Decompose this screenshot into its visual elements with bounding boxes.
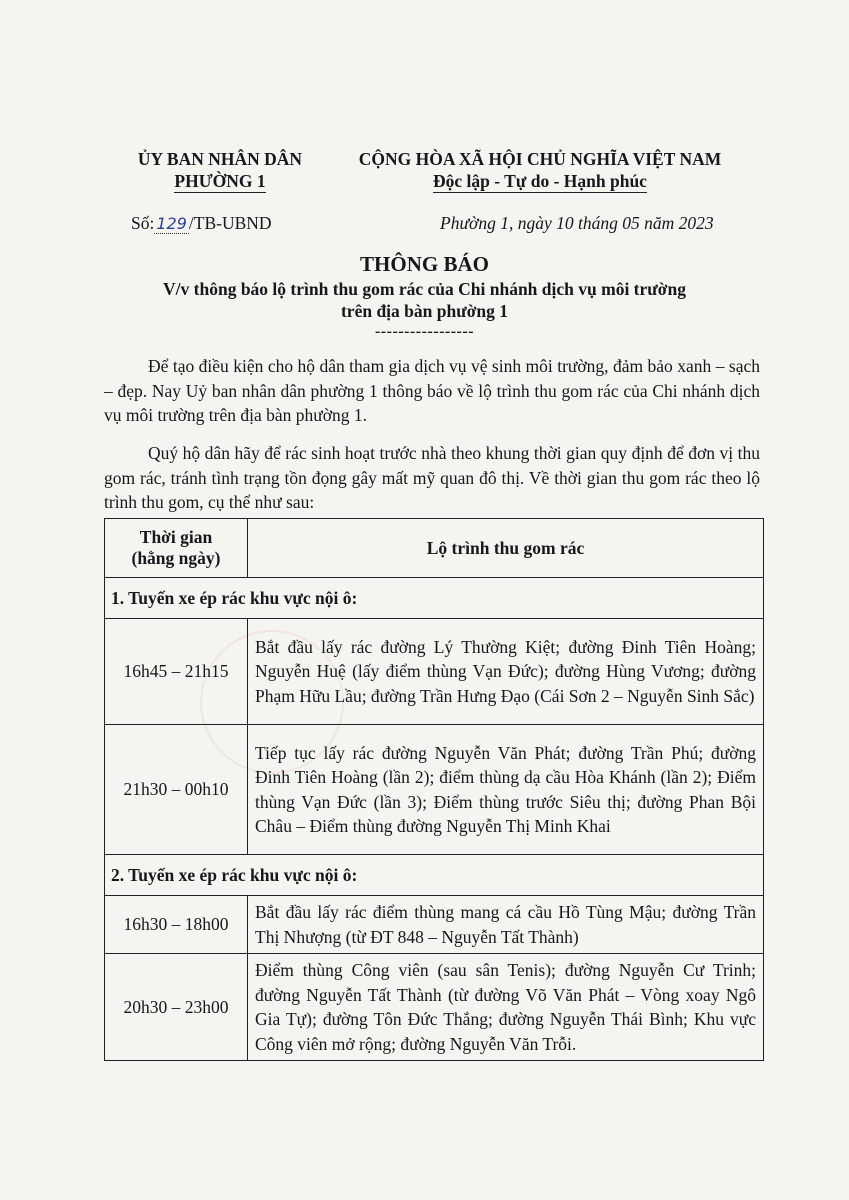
intro-paragraph: Để tạo điều kiện cho hộ dân tham gia dịch vụ vệ sinh môi trường, đảm bảo xanh – sạch – đẹp. Nay Uỷ ban nhân dân phường 1 thông báo về lộ trình thu gom rác của Chi nhánh dịch vụ môi trường trên địa bàn phường 1. (104, 356, 760, 425)
route-column-header: Lộ trình thu gom rác (248, 519, 764, 578)
table-row (105, 725, 764, 855)
nation-name: CỘNG HÒA XÃ HỘI CHỦ NGHĨA VIỆT NAM (358, 149, 722, 169)
collection-schedule-table (104, 518, 764, 1061)
section-title: 2. Tuyến xe ép rác khu vực nội ô: (105, 855, 764, 896)
org-unit: PHƯỜNG 1 (174, 171, 266, 191)
table-header-row (105, 519, 764, 578)
table-row (105, 896, 764, 954)
table-row (105, 954, 764, 1061)
time-cell: 20h30 – 23h00 (105, 954, 248, 1061)
table-row (105, 619, 764, 725)
issuing-authority (110, 148, 330, 193)
org-name: ỦY BAN NHÂN DÂN (137, 149, 303, 169)
route-cell: Bắt đầu lấy rác điểm thùng mang cá cầu Hồ Tùng Mậu; đường Trần Thị Nhượng (từ ĐT 848 – Nguyễn Tất Thành) (248, 896, 764, 954)
document-title: THÔNG BÁO (360, 252, 489, 276)
time-cell: 16h30 – 18h00 (105, 896, 248, 954)
time-cell: 21h30 – 00h10 (105, 725, 248, 855)
route-cell: Bắt đầu lấy rác đường Lý Thường Kiệt; đường Đinh Tiên Hoàng; Nguyễn Huệ (lấy điểm thùng Vạn Đức); đường Hùng Vương; đường Phạm Hữu Lầu; đường Trần Hưng Đạo (Cái Sơn 2 – Nguyễn Sinh Sắc) (248, 619, 764, 725)
section-title: 1. Tuyến xe ép rác khu vực nội ô: (105, 578, 764, 619)
time-column-header: Thời gian (hằng ngày) (105, 519, 248, 578)
section-row (105, 855, 764, 896)
national-header (320, 148, 760, 193)
title-separator: ----------------- (374, 323, 475, 340)
route-cell: Tiếp tục lấy rác đường Nguyễn Văn Phát; đường Trần Phú; đường Đinh Tiên Hoàng (lần 2); điểm thùng dạ cầu Hòa Khánh (lần 2); Điểm thùng Vạn Đức (lần 3); Điểm thùng trước Siêu thị; đường Phan Bội Châu – Điểm thùng đường Nguyễn Thị Minh Khai (248, 725, 764, 855)
route-cell: Điểm thùng Công viên (sau sân Tenis); đường Nguyễn Cư Trinh; đường Nguyễn Tất Thành (từ đường Võ Văn Phát – Vòng xoay Ngô Gia Tự); đường Tôn Đức Thắng; đường Nguyễn Thái Bình; Khu vực Công viên mở rộng; đường Nguyễn Văn Trỗi. (248, 954, 764, 1061)
time-cell: 16h45 – 21h15 (105, 619, 248, 725)
section-row (105, 578, 764, 619)
handwritten-number: 129 (156, 214, 187, 233)
national-motto: Độc lập - Tự do - Hạnh phúc (433, 171, 647, 191)
place-date: Phường 1, ngày 10 tháng 05 năm 2023 (440, 213, 714, 233)
instruction-paragraph: Quý hộ dân hãy để rác sinh hoạt trước nhà theo khung thời gian quy định để đơn vị thu gom rác, tránh tình trạng tồn đọng gây mất mỹ quan đô thị. Về thời gian thu gom rác theo lộ trình thu gom, cụ thể như sau: (104, 443, 760, 512)
document-subject: V/v thông báo lộ trình thu gom rác của Chi nhánh dịch vụ môi trường trên địa bàn phường 1 (163, 279, 686, 321)
document-number: Số: 129 /TB-UBND (131, 213, 272, 233)
